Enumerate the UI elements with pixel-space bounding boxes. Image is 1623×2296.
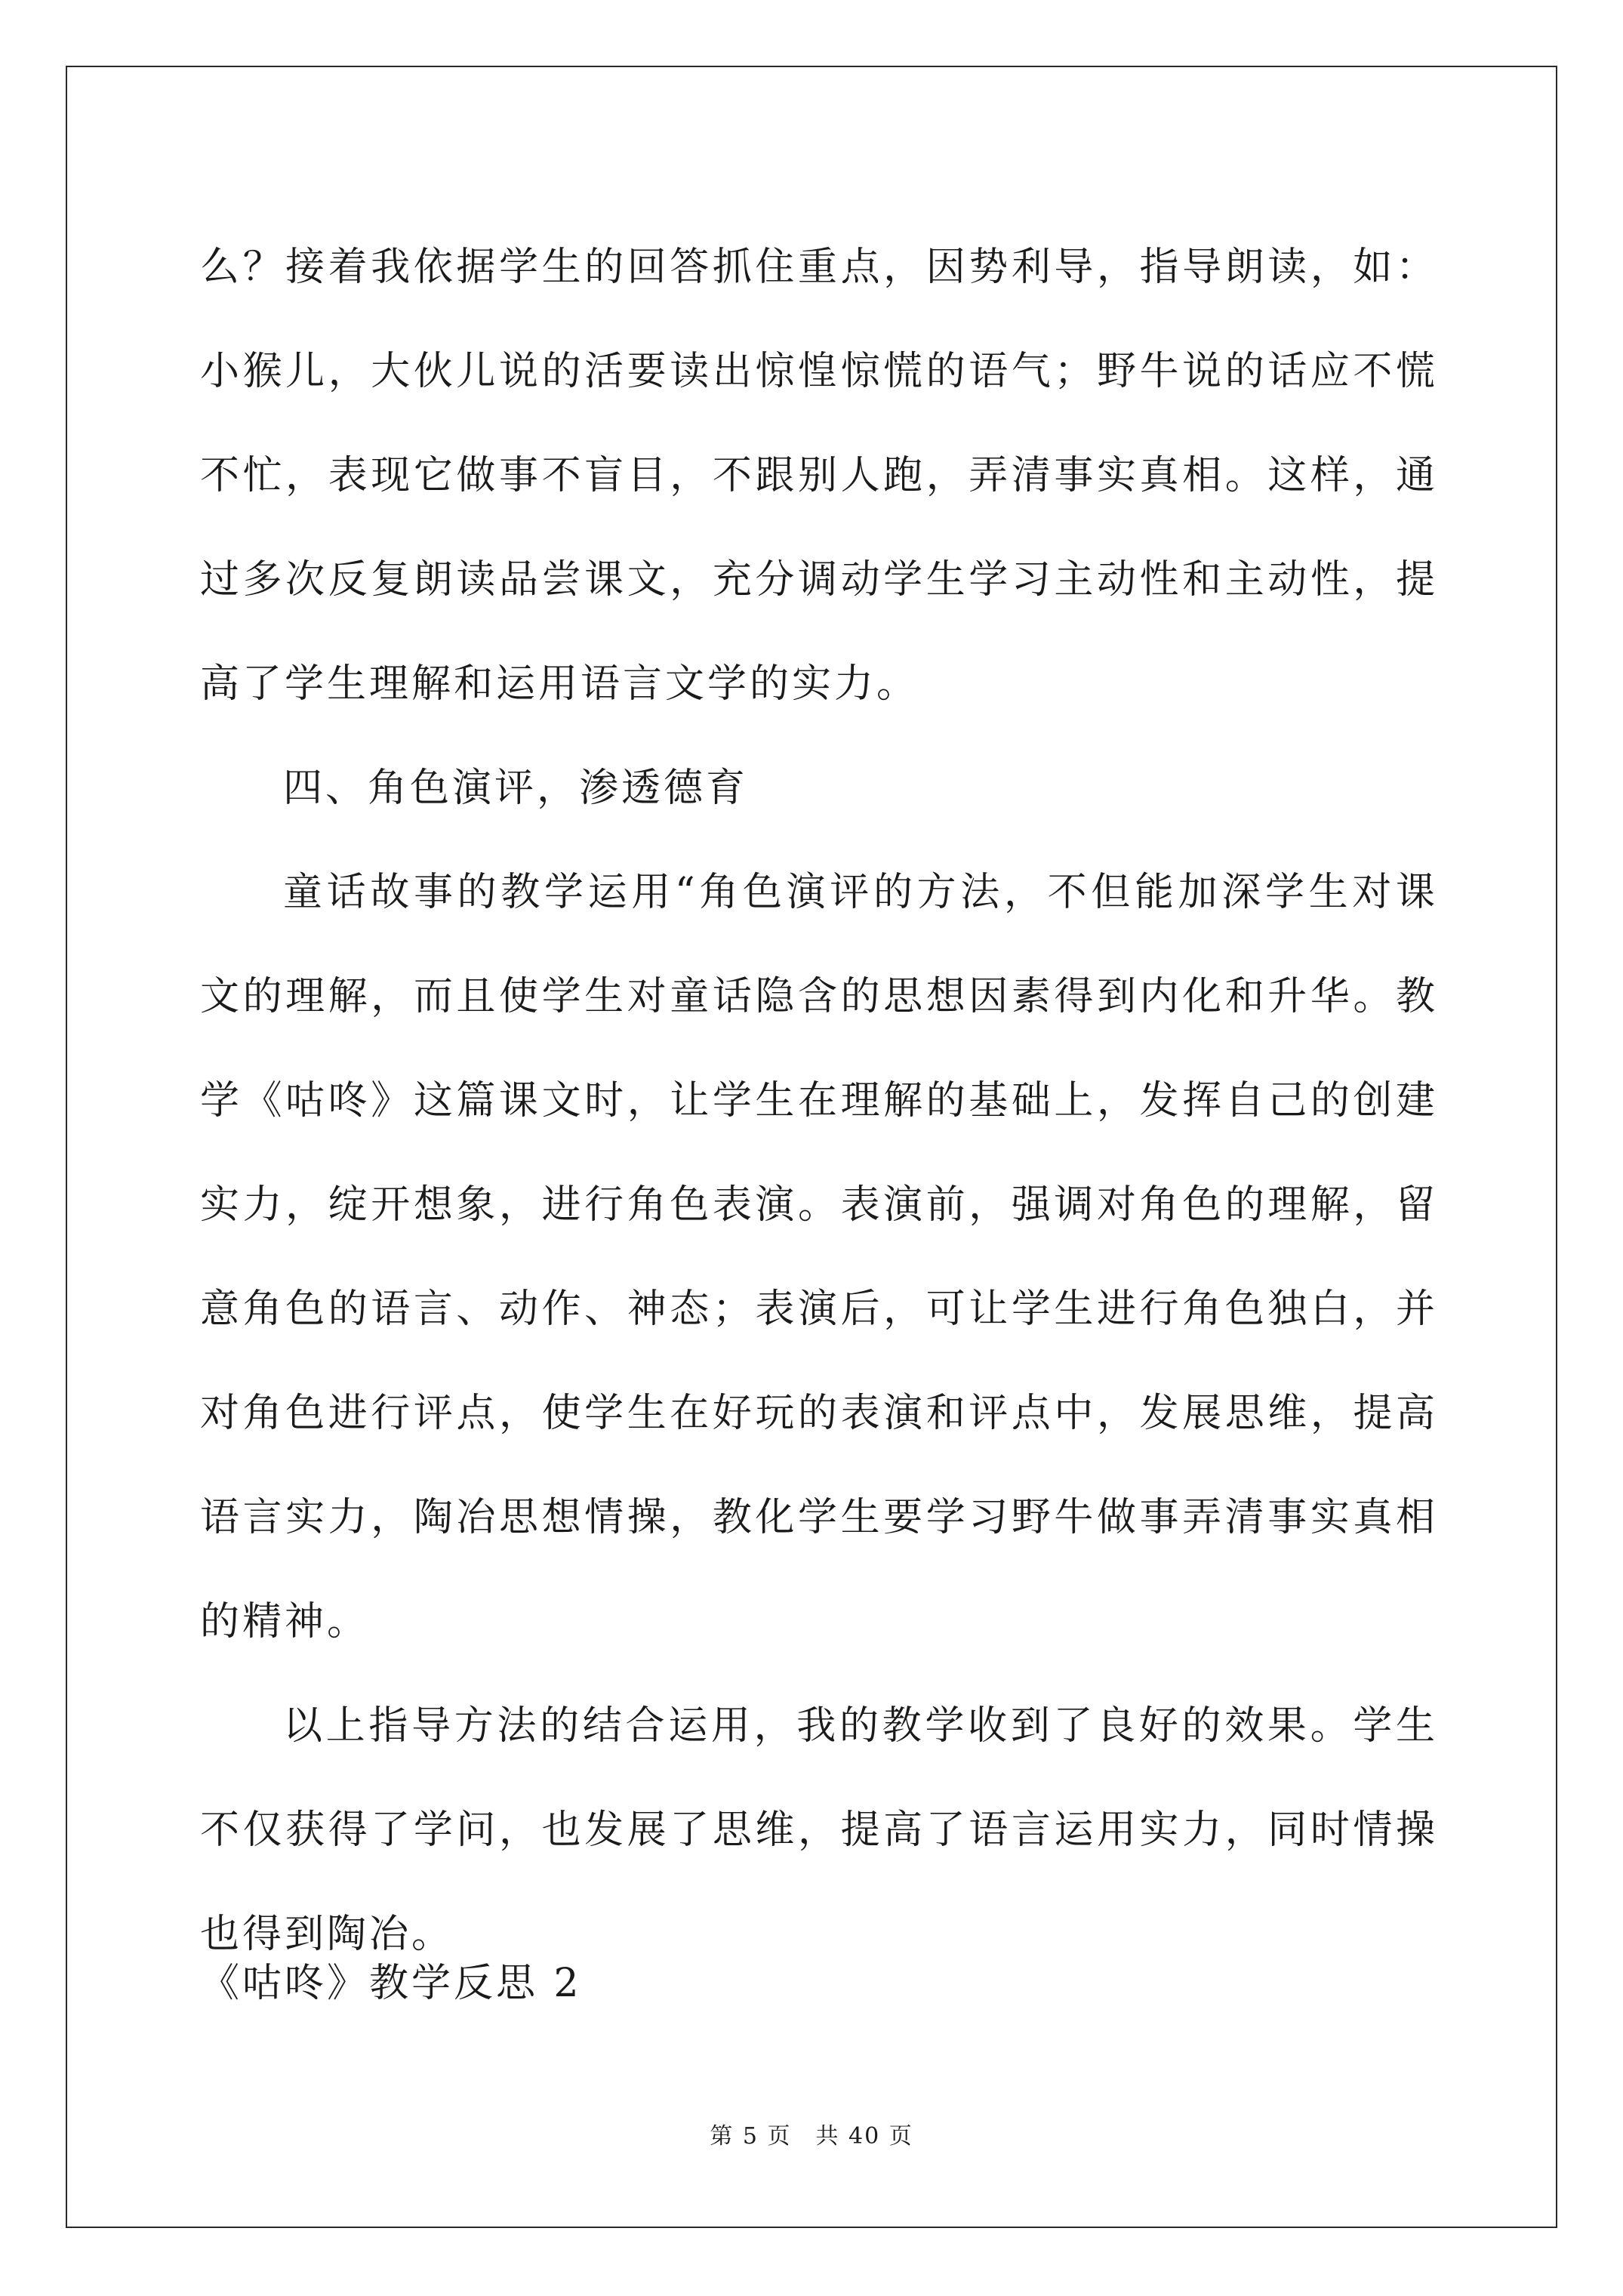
paragraph-continuation: 么？接着我依据学生的回答抓住重点，因势利导，指导朗读，如：小猴儿，大伙儿说的活要读出惊惶惊慌的语气；野牛说的话应不慌不忙，表现它做事不盲目，不跟别人跑，弄清事实真相。这样，通过多次反复朗读品尝课文，充分调动学生学习主动性和主动性，提高了学生理解和运用语言文学的实力。: [200, 245, 1438, 707]
section-heading: 四、角色演评，渗透德育: [283, 766, 749, 811]
page-number: 第 5 页 共 40 页: [710, 2123, 913, 2150]
document-body: [200, 215, 1438, 1986]
paragraph-conclusion: 以上指导方法的结合运用，我的教学收到了良好的效果。学生不仅获得了学问，也发展了思维，提高了语言运用实力，同时情操也得到陶冶。: [200, 1703, 1438, 1957]
paragraph-role-play: 童话故事的教学运用“角色演评的方法，不但能加深学生对课文的理解，而且使学生对童话隐含的思想因素得到内化和升华。教学《咕咚》这篇课文时，让学生在理解的基础上，发挥自己的创建实力，绽开想象，进行角色表演。表演前，强调对角色的理解，留意角色的语言、动作、神态；表演后，可让学生进行角色独白，并对角色进行评点，使学生在好玩的表演和评点中，发展思维，提高语言实力，陶冶思想情操，教化学生要学习野牛做事弄清事实真相的精神。: [200, 870, 1438, 1644]
document-subtitle: 《咕咚》教学反思 2: [200, 1961, 582, 2006]
